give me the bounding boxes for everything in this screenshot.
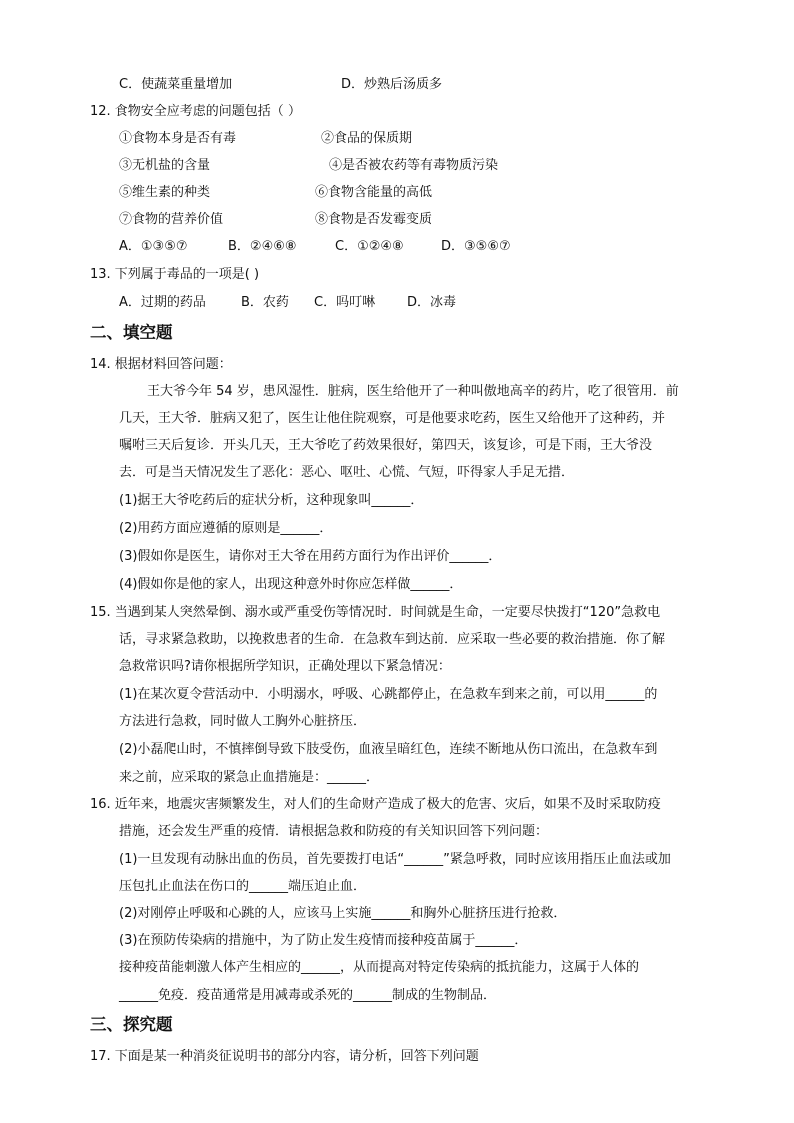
q15-sub-2b: 来之前，应采取的紧急止血措施是：______． xyxy=(119,770,380,785)
q12-item-5: ⑤维生素的种类 xyxy=(119,185,211,200)
q14-stem: 14. 根据材料回答问题： xyxy=(90,357,232,372)
q13-option-c: C．吗叮啉 xyxy=(314,295,376,310)
q12-option-d: D．③⑤⑥⑦ xyxy=(441,239,511,254)
q15-stem-line-2: 话，寻求紧急救助，以挽救患者的生命．在急救车到达前．应采取一些必要的救治措施．你了解 xyxy=(119,632,666,647)
q12-item-7: ⑦食物的营养价值 xyxy=(119,212,224,227)
q13-stem: 13. 下列属于毒品的一项是( ) xyxy=(90,267,260,282)
q12-option-a: A．①③⑤⑦ xyxy=(119,239,188,254)
q16-sub-3a: (3)在预防传染病的措施中，为了防止发生疫情而接种疫苗属于______． xyxy=(119,933,528,948)
q13-option-d: D．冰毒 xyxy=(407,295,457,310)
q17-stem: 17. 下面是某一种消炎征说明书的部分内容，请分析，回答下列问题 xyxy=(90,1049,479,1064)
q16-sub-1a: (1)一旦发现有动脉出血的伤员，首先要拨打电话“______”紧急呼救，同时应该用指压止血法或加 xyxy=(119,852,671,867)
q14-passage-line-3: 嘱咐三天后复诊．开头几天，王大爷吃了药效果很好，第四天，该复诊，可是下雨，王大爷没 xyxy=(119,438,653,453)
q12-item-8: ⑧食物是否发霉变质 xyxy=(315,212,433,227)
q16-sub-3b: 接种疫苗能刺激人体产生相应的______，从而提高对特定传染病的抵抗能力，这属于人体的 xyxy=(119,960,640,975)
q12-item-3: ③无机盐的含量 xyxy=(119,158,211,173)
q11-option-c: C．使蔬菜重量增加 xyxy=(119,77,233,92)
q16-sub-2: (2)对刚停止呼吸和心跳的人，应该马上实施______和胸外心脏挤压进行抢救． xyxy=(119,906,567,921)
q16-sub-1b: 压包扎止血法在伤口的______端压迫止血． xyxy=(119,879,367,894)
q15-stem-line-3: 急救常识吗?请你根据所学知识，正确处理以下紧急情况： xyxy=(119,659,451,674)
q14-sub-3: (3)假如你是医生，请你对王大爷在用药方面行为作出评价______． xyxy=(119,549,502,564)
section-heading-inquiry: 三、探究题 xyxy=(90,1015,173,1034)
q14-sub-2: (2)用药方面应遵循的原则是______． xyxy=(119,521,333,536)
q12-option-c: C．①②④⑧ xyxy=(335,239,404,254)
q12-stem: 12. 食物安全应考虑的问题包括（ ） xyxy=(90,104,301,119)
q15-sub-1b: 方法进行急救，同时做人工胸外心脏挤压． xyxy=(119,714,367,729)
q16-stem-line-1: 16. 近年来，地震灾害频繁发生，对人们的生命财产造成了极大的危害、灾后，如果不及时采取防疫 xyxy=(90,797,661,812)
q14-sub-4: (4)假如你是他的家人，出现这种意外时你应怎样做______． xyxy=(119,577,463,592)
q13-option-a: A．过期的药品 xyxy=(119,295,206,310)
q13-option-b: B．农药 xyxy=(241,295,289,310)
q12-item-6: ⑥食物含能量的高低 xyxy=(315,185,433,200)
q15-sub-1a: (1)在某次夏令营活动中．小明溺水，呼吸、心跳都停止，在急救车到来之前，可以用______的 xyxy=(119,687,658,702)
q15-stem-line-1: 15. 当遇到某人突然晕倒、溺水或严重受伤等情况时．时间就是生命，一定要尽快拨打“120”急救电 xyxy=(90,605,661,620)
q12-option-b: B．②④⑥⑧ xyxy=(228,239,297,254)
q14-passage-line-4: 去．可是当天情况发生了恶化：恶心、呕吐、心慌、气短，吓得家人手足无措． xyxy=(119,465,575,480)
q12-item-1: ①食物本身是否有毒 xyxy=(119,131,237,146)
section-heading-fill-in: 二、填空题 xyxy=(90,323,173,342)
q14-passage-line-2: 几天，王大爷．脏病又犯了，医生让他住院观察，可是他要求吃药，医生又给他开了这种药，并 xyxy=(119,411,666,426)
q14-sub-1: (1)据王大爷吃药后的症状分析，这种现象叫______． xyxy=(119,493,424,508)
q16-stem-line-2: 措施，还会发生严重的疫情．请根据急救和防疫的有关知识回答下列问题： xyxy=(119,824,549,839)
q12-item-4: ④是否被农药等有毒物质污染 xyxy=(329,158,499,173)
q12-item-2: ②食品的保质期 xyxy=(321,131,413,146)
q14-passage-line-1: 王大爷今年 54 岁，患风湿性．脏病，医生给他开了一种叫傲地高辛的药片，吃了很管用．前 xyxy=(147,384,679,399)
q15-sub-2a: (2)小磊爬山时，不慎摔倒导致下肢受伤，血液呈暗红色，连续不断地从伤口流出，在急救车到 xyxy=(119,742,658,757)
q16-sub-3c: ______免疫．疫苗通常是用减毒或杀死的______制成的生物制品． xyxy=(119,988,497,1003)
q11-option-d: D．炒熟后汤质多 xyxy=(341,77,443,92)
